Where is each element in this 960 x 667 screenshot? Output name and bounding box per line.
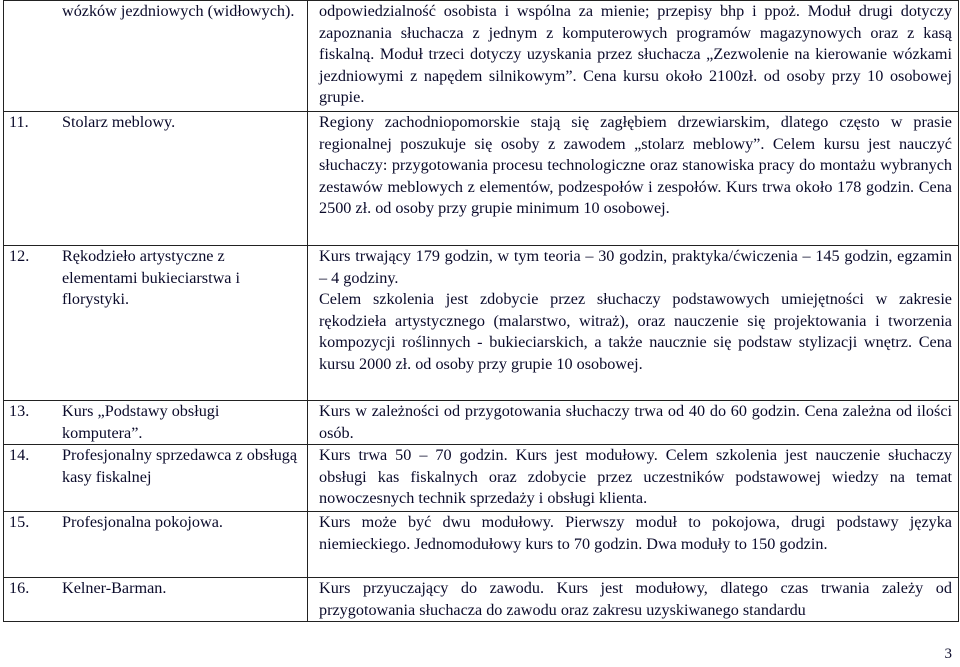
course-name: Profesjonalny sprzedawca z obsługą kasy fiskalnej [62, 446, 298, 486]
course-description-cell [308, 445, 959, 512]
course-name-cell [4, 512, 308, 578]
course-name-cell [4, 1, 308, 112]
table-row [4, 246, 959, 401]
table-row [4, 445, 959, 512]
course-name-cell [4, 246, 308, 401]
course-table [3, 0, 959, 622]
course-name: Kurs „Podstawy obsługi komputera”. [62, 402, 220, 442]
course-description-cell [308, 578, 959, 622]
course-description: Celem szkolenia jest zdobycie przez słuchaczy podstawowych umiejętności w zakresie rękodzieła artystycznego (malarstwo, witraż), oraz nauczenie się projektowania i tworzenia kompozycji roślinnych - bukieciarskich, a także naucznie się podstaw stylizacji wnętrz. Cena kursu 2000 zł. od osoby przy grupie 10 osobowej. [319, 290, 952, 373]
row-number: 13. [9, 402, 30, 420]
row-number: 16. [9, 579, 30, 598]
course-duration: Kurs trwający 179 godzin, w tym teoria – 30 godzin, praktyka/ćwiczenia – 145 godzin, egzamin – 4 godziny. [319, 247, 952, 287]
table-row [4, 1, 959, 112]
course-description: Kurs w zależności od przygotowania słuchaczy trwa od 40 do 60 godzin. Cena zależna od ilości osób. [319, 402, 952, 442]
course-description-cell [308, 401, 959, 445]
course-description: Regiony zachodniopomorskie stają się zagłębiem drzewiarskim, dlatego często w prasie regionalnej poszukuje się osoby z zawodem „stolarz meblowy”. Celem kursu jest nauczyć słuchaczy: przygotowania procesu technologiczne oraz stanowiska pracy do montażu wybranych zestawów meblowych z elementów, podzespołów i zespołów. Kurs trwa około 178 godzin. Cena 2500 zł. od osoby przy grupie minimum 10 osobowej. [319, 113, 952, 218]
course-description-cell [308, 512, 959, 578]
row-number: 12. [9, 247, 30, 265]
row-number: 15. [9, 513, 30, 532]
row-number: 11. [9, 113, 29, 131]
row-number [4, 1, 62, 23]
course-name-cell [4, 445, 308, 512]
course-name: wózków jezdniowych (widłowych). [62, 2, 295, 20]
course-description-cell [308, 246, 959, 401]
course-name: Stolarz meblowy. [62, 113, 176, 131]
course-description: Kurs przyuczający do zawodu. Kurs jest modułowy, dlatego czas trwania zależy od przygotowania słuchacza do zawodu oraz zakresu uzyskiwanego standardu [319, 579, 952, 619]
table-row [4, 112, 959, 246]
course-name: Rękodzieło artystyczne z elementami bukieciarstwa i florystyki. [62, 247, 240, 309]
course-name-cell [4, 578, 308, 622]
course-name: Kelner-Barman. [62, 579, 167, 598]
course-description: Kurs trwa 50 – 70 godzin. Kurs jest modułowy. Celem szkolenia jest nauczenie słuchaczy obsługi kas fiskalnych oraz zdobycie przez uczestników podstawowej wiedzy na temat nowoczesnych technik sprzedaży i obsługi klienta. [319, 446, 952, 508]
course-description-cell [308, 1, 959, 112]
course-name-cell [4, 112, 308, 246]
table-row [4, 512, 959, 578]
course-name: Profesjonalna pokojowa. [62, 513, 223, 532]
table-row [4, 578, 959, 622]
row-number: 14. [9, 446, 30, 465]
page-number: 3 [944, 646, 952, 662]
course-description: odpowiedzialność osobista i wspólna za mienie; przepisy bhp i ppoż. Moduł drugi dotyczy zapoznania słuchacza z jednym z komputerowych programów magazynowych oraz z kasą fiskalną. Moduł trzeci dotyczy uzyskania przez słuchacza „Zezwolenie na kierowanie wózkami jezdniowymi z napędem silnikowym”. Cena kursu około 2100zł. od osoby przy 10 osobowej grupie. [319, 2, 952, 107]
course-name-cell [4, 401, 308, 445]
course-description-cell [308, 112, 959, 246]
table-row [4, 401, 959, 445]
course-description: Kurs może być dwu modułowy. Pierwszy moduł to pokojowa, drugi podstawy języka niemieckiego. Jednomodułowy kurs to 70 godzin. Dwa moduły to 150 godzin. [319, 513, 952, 553]
